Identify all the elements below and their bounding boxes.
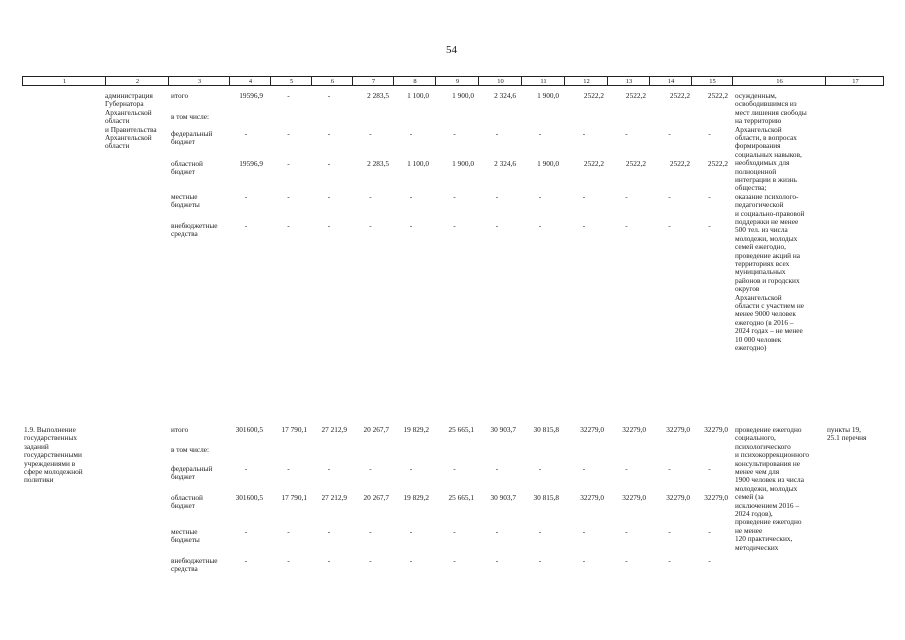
column-number: 8 [413,78,417,85]
funding-value: 27 212,9 [321,425,347,434]
funding-value: - [287,159,290,168]
expected-result-text: осужденным, [735,91,777,100]
funding-value: - [244,129,248,138]
funding-value: - [538,464,542,473]
expected-result-text: социальных навыков, [735,149,802,159]
funding-value: - [495,464,499,473]
column-number: 17 [852,78,859,85]
funding-value: - [668,129,671,138]
column-number: 16 [776,78,783,85]
funding-value: - [708,129,711,138]
expected-result-text: и социально-правовой [735,208,805,218]
funding-value: 1 900,0 [452,159,474,168]
funding-value: - [625,129,628,138]
funding-value: - [287,221,290,230]
funding-value: 2522,2 [583,159,604,168]
expected-result-text: менее чем для [735,467,780,476]
funding-value: - [287,527,290,536]
expected-result-text: и психокоррекционного [735,450,810,460]
expected-result-text: семей ежегодно, [735,242,786,252]
funding-value: - [538,221,542,230]
funding-value: - [708,556,711,565]
funding-source-label: бюджет [171,137,195,147]
page-number: 54 [446,44,457,56]
funding-value: - [538,192,542,201]
funding-value: - [708,192,711,201]
funding-source-label: областной [171,159,203,168]
funding-value: 2 283,5 [367,91,389,100]
funding-value: - [409,527,413,536]
responsible-executor: и Правительства [105,124,157,134]
expected-result-text: на территорию [735,116,782,126]
legal-reference: пункты 19, [827,425,861,434]
funding-value: 19 829,2 [403,425,429,434]
funding-value: - [582,129,586,138]
funding-value: - [327,221,331,230]
expected-result-text: исключением 2016 – [735,500,799,510]
funding-value: - [369,192,372,201]
funding-value: - [409,464,413,473]
funding-value: 17 790,1 [281,493,307,502]
column-number: 12 [583,78,590,85]
funding-value: 17 790,1 [281,425,307,434]
expected-result-text: поддержки не менее [735,217,799,226]
expected-result-text: 120 практических, [735,534,793,544]
funding-source-label: бюджеты [171,535,200,545]
expected-result-text: 10 000 человек [735,334,782,344]
column-number: 13 [625,78,633,85]
funding-value: 1 100,0 [407,91,429,100]
funding-value: 2522,2 [707,91,728,100]
funding-value: 32279,0 [666,425,690,434]
funding-source-label: средства [171,229,198,239]
funding-value: - [327,527,331,536]
funding-value: 20 267,7 [363,493,389,502]
funding-value: 2522,2 [669,91,690,100]
funding-value: - [287,129,290,138]
funding-value: - [369,129,372,138]
funding-value: 1 100,0 [407,159,429,168]
funding-value: 19 829,2 [403,493,429,502]
funding-value: - [625,464,628,473]
funding-source-label: бюджет [171,472,195,482]
funding-source-label: федеральный [171,464,213,473]
expected-result-text: необходимых для [735,158,790,168]
funding-value: - [369,556,372,565]
funding-value: - [327,192,331,201]
column-number: 5 [289,78,294,85]
funding-value: - [538,527,542,536]
funding-source-label: внебюджетные [171,556,218,565]
funding-value: - [708,464,711,473]
funding-value: - [327,91,331,100]
measure-name: государственных [24,433,78,443]
funding-source-label: бюджеты [171,200,200,210]
funding-value: - [495,129,499,138]
expected-result-text: проведение акций на [735,250,801,260]
funding-value: 30 815,8 [533,425,559,434]
funding-value: - [244,192,248,201]
legal-reference: 25.1 перечня [827,433,867,443]
funding-value: 2522,2 [583,91,604,100]
funding-value: - [409,129,413,138]
funding-value: - [625,221,628,230]
funding-value: 1 900,0 [537,159,559,168]
measure-name: заданий [24,441,49,451]
funding-value: - [538,129,542,138]
funding-value: - [495,556,499,565]
expected-result-text: 2024 годов), [735,509,773,518]
funding-value: 32279,0 [666,493,690,502]
expected-result-text: не менее [735,525,763,535]
funding-value: 32279,0 [622,425,646,434]
funding-value: - [244,556,248,565]
funding-value: 2522,2 [669,159,690,168]
column-number: 4 [248,78,253,85]
funding-value: 2522,2 [707,159,728,168]
funding-value: 30 815,8 [533,493,559,502]
expected-result-text: округов [735,284,760,294]
funding-value: - [453,129,456,138]
funding-value: - [582,192,586,201]
funding-value: 1 900,0 [452,91,474,100]
funding-value: 20 267,7 [363,425,389,434]
funding-value: - [668,556,671,565]
expected-result-text: ежегодно (в 2016 – [735,317,794,327]
funding-value: 32279,0 [580,425,604,434]
funding-source-label: федеральный [171,129,213,138]
funding-value: - [708,221,711,230]
measure-name: политики [24,475,54,485]
responsible-executor: Архангельской [105,133,152,142]
funding-value: 301600,5 [235,425,263,434]
funding-value: 30 903,7 [490,425,516,434]
expected-result-text: ежегодно) [735,343,767,352]
funding-value: - [668,192,671,201]
funding-value: 2 324,6 [494,91,516,100]
funding-value: 32279,0 [704,493,728,502]
funding-value: - [327,159,331,168]
funding-source-label: местные [171,527,198,536]
responsible-executor: Архангельской [105,107,152,117]
funding-source-label: областной [171,493,203,502]
funding-value: - [409,221,413,230]
expected-result-text: молодежи, молодых [735,233,798,243]
column-number: 9 [455,78,460,85]
funding-value: - [495,192,499,201]
expected-result-text: менее 9000 человек [735,309,796,319]
column-number: 15 [709,78,716,85]
funding-value: - [287,91,290,100]
funding-value: 19596,9 [239,159,263,168]
funding-value: - [244,464,248,473]
funding-source-label: средства [171,564,198,574]
funding-value: - [327,556,331,565]
funding-source-label: в том числе: [171,112,210,121]
funding-value: - [453,527,456,536]
funding-value: 25 665,1 [448,425,474,434]
funding-value: - [625,192,628,201]
funding-value: 2522,2 [625,91,646,100]
responsible-executor: Губернатора [105,99,144,109]
expected-result-text: полноценной [735,166,777,176]
expected-result-text: 2024 годах – не менее [735,326,803,336]
expected-result-text: мест лишения свободы [735,107,807,117]
funding-value: - [668,221,671,230]
expected-result-text: общества; [735,183,767,193]
responsible-executor: области [105,141,130,151]
funding-source-label: в том числе: [171,445,210,454]
responsible-executor: администрация [105,91,153,100]
funding-value: - [244,527,248,536]
funding-value: 25 665,1 [448,493,474,502]
funding-value: 1 900,0 [537,91,559,100]
expected-result-text: формирования [735,141,781,151]
funding-value: - [625,556,628,565]
funding-value: - [409,556,413,565]
funding-value: - [287,464,290,473]
expected-result-text: Архангельской [735,292,782,302]
funding-value: 19596,9 [239,91,263,100]
funding-value: - [453,192,456,201]
expected-result-text: психологического [735,441,791,451]
expected-result-text: муниципальных [735,267,786,277]
measure-name: учреждениями в [24,458,76,468]
column-number: 7 [371,78,376,85]
funding-value: - [668,527,671,536]
funding-value: 27 212,9 [321,493,347,502]
funding-value: - [453,556,456,565]
expected-result-text: социального, [735,433,776,443]
column-number: 14 [667,78,675,85]
funding-value: - [582,464,586,473]
funding-value: - [287,556,290,565]
expected-result-text: педагогической [735,200,784,210]
funding-value: - [538,556,542,565]
expected-result-text: освободившимся из [735,99,797,109]
expected-result-text: интеграции в жизнь [735,175,797,184]
expected-result-text: области с участием не [735,301,804,310]
funding-source-label: итого [171,91,189,100]
column-number: 11 [540,78,547,85]
expected-result-text: молодежи, молодых [735,483,798,493]
funding-value: - [327,464,331,473]
expected-result-text: 1900 человек из числа [735,475,804,485]
funding-value: - [369,464,372,473]
funding-value: - [708,527,711,536]
expected-result-text: Архангельской [735,124,782,134]
expected-result-text: области, в вопросах [735,133,797,142]
funding-value: - [369,221,372,230]
funding-source-label: итого [171,425,189,434]
funding-value: - [453,221,456,230]
funding-source-label: местные [171,192,198,201]
funding-value: - [495,221,499,230]
expected-result-text: консультирования не [735,458,801,468]
funding-value: - [453,464,456,473]
column-number: 1 [62,78,67,85]
funding-value: 32279,0 [704,425,728,434]
funding-source-label: внебюджетные [171,221,218,230]
funding-value: - [625,527,628,536]
column-number: 3 [197,78,202,85]
funding-value: 32279,0 [580,493,604,502]
expected-result-text: методических [735,542,779,552]
expected-result-text: 500 тел. из числа [735,225,788,235]
measure-name: государственными [24,450,82,460]
funding-value: - [668,464,671,473]
expected-result-text: семей (за [735,492,764,502]
column-number: 6 [330,78,335,85]
funding-value: - [327,129,331,138]
funding-value: - [409,192,413,201]
column-number: 10 [497,78,504,85]
expected-result-text: оказание психолого- [735,191,799,201]
measure-name: сфере молодежной [24,467,83,476]
funding-value: 2 283,5 [367,159,389,168]
funding-value: 32279,0 [622,493,646,502]
expected-result-text: проведение ежегодно [735,517,802,527]
funding-value: 2522,2 [625,159,646,168]
funding-value: - [582,556,586,565]
funding-value: 2 324,6 [494,159,516,168]
funding-value: - [582,527,586,536]
funding-value: - [582,221,586,230]
funding-value: - [244,221,248,230]
measure-name: 1.9. Выполнение [24,425,76,434]
funding-value: 30 903,7 [490,493,516,502]
funding-value: 301600,5 [235,493,263,502]
column-number-header [22,76,884,86]
expected-result-text: районов и городских [735,275,800,285]
funding-value: - [495,527,499,536]
expected-result-text: территориях всех [735,259,790,268]
funding-source-label: бюджет [171,501,195,511]
funding-source-label: бюджет [171,167,195,177]
responsible-executor: области [105,116,130,126]
expected-result-text: проведение ежегодно [735,425,802,434]
funding-value: - [287,192,290,201]
funding-value: - [369,527,372,536]
column-number: 2 [135,78,140,85]
